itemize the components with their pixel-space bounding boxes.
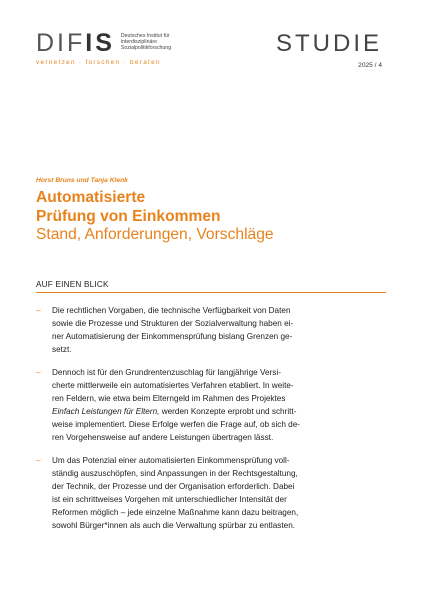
logo-wordmark bbox=[36, 29, 115, 57]
logo-institute-name bbox=[121, 33, 193, 52]
series-label: STUDIE bbox=[275, 30, 382, 57]
bullet-line bbox=[52, 405, 300, 418]
logo-institute-line: Deutsches Institut für bbox=[120, 33, 170, 39]
bullet-text bbox=[52, 454, 298, 533]
bullet-line: der Technik, der Prozesse und der Organisation erforderlich. Dabei bbox=[52, 482, 295, 492]
title-line: Prüfung von Einkommen bbox=[36, 208, 221, 225]
bullet-dash: – bbox=[36, 305, 41, 315]
bullet-line-rest: werden Konzepte erprobt und schritt- bbox=[161, 407, 297, 417]
bullet-line: ren Vorgehensweise auf andere Leistungen übertragen lässt. bbox=[52, 433, 274, 443]
bullet-line: setzt. bbox=[52, 345, 72, 355]
bullet-item bbox=[36, 304, 386, 356]
bullet-line: Um das Potenzial einer automatisierten Einkommensprüfung voll- bbox=[52, 456, 290, 465]
bullet-line: sowie die Prozesse und Strukturen der Sozialverwaltung haben ei- bbox=[52, 319, 294, 329]
document-subtitle: Stand, Anforderungen, Vorschläge bbox=[36, 226, 274, 243]
authors: Horst Bruns und Tanja Klenk bbox=[36, 177, 128, 184]
bullet-line: ist ein schrittweises Vorgehen mit unterschiedlicher Intensität der bbox=[52, 495, 287, 505]
difis-logo bbox=[36, 29, 193, 66]
document-title bbox=[36, 188, 221, 226]
bullet-text bbox=[52, 304, 293, 356]
bullet-line: weise implementiert. Diese Erfolge werfen die Frage auf, ob sich de- bbox=[52, 420, 301, 430]
bullet-item bbox=[36, 366, 386, 445]
project-name: Einfach Leistungen für Eltern, bbox=[52, 407, 160, 417]
issue-number: 2025 / 4 bbox=[358, 62, 382, 69]
bullet-line: Reformen möglich – jede einzelne Maßnahme kann dazu beitragen, bbox=[52, 508, 299, 518]
bullet-line: Die rechtlichen Vorgaben, die technische Verfügbarkeit von Daten bbox=[52, 306, 291, 315]
bullet-line: sowohl Bürger*innen als auch die Verwaltung spürbar zu entlasten. bbox=[52, 521, 296, 531]
bullet-dash: – bbox=[36, 367, 41, 377]
logo-tagline: vernetzen · forschen · beraten bbox=[36, 59, 161, 66]
bullet-line: Dennoch ist für den Grundrentenzuschlag für langjährige Versi- bbox=[52, 368, 281, 377]
summary-section bbox=[36, 280, 386, 293]
bullet-line: ständig auszuschöpfen, sind Anpassungen in der Rechtsgestaltung, bbox=[52, 469, 298, 479]
bullet-line: ner Automatisierung der Einkommensprüfung bislang Grenzen ge- bbox=[52, 332, 293, 342]
bullet-item bbox=[36, 454, 386, 533]
logo-wordmark-thin: DIF bbox=[36, 29, 86, 57]
section-heading: AUF EINEN BLICK bbox=[36, 280, 386, 293]
title-line: Automatisierte bbox=[36, 189, 146, 206]
bullet-line: ren Feldern, wie etwa beim Elterngeld im Rahmen des Projektes bbox=[52, 394, 286, 404]
logo-institute-line: Sozialpolitikforschung bbox=[120, 45, 172, 52]
bullet-line: cherte mittlerweile ein automatisiertes Verfahren etabliert. In weite- bbox=[52, 381, 294, 391]
bullet-dash: – bbox=[36, 455, 41, 465]
logo-institute-line: interdisziplinäre bbox=[120, 39, 157, 46]
logo-wordmark-bold: IS bbox=[85, 29, 115, 57]
bullet-text bbox=[52, 366, 300, 445]
